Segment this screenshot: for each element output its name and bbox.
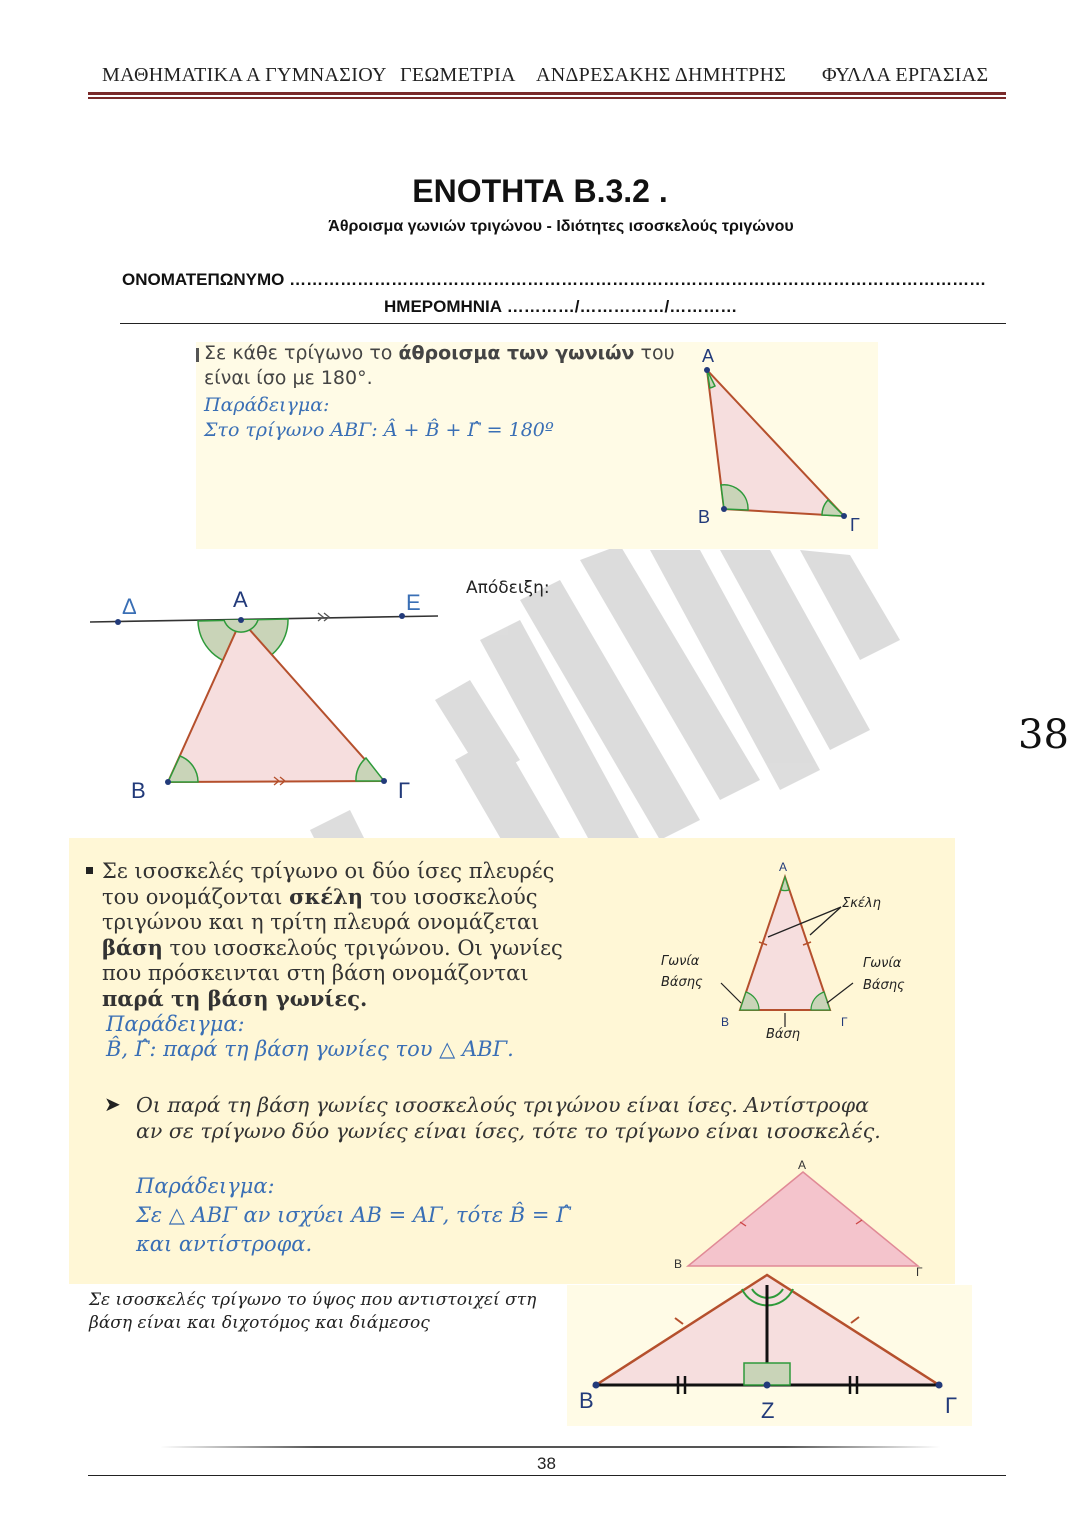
base-angle-pointer-left: [721, 983, 741, 1003]
altitude-figure: [567, 1285, 972, 1426]
base-angles-property: [136, 1092, 881, 1144]
point-d: [115, 619, 121, 625]
example-label-3: Παράδειγμα:: [136, 1174, 275, 1198]
example-label-2: Παράδειγμα:: [106, 1012, 245, 1036]
def-base-angles-bold: παρά τη βάση γωνίες.: [102, 986, 368, 1011]
label-b: Β: [698, 507, 711, 527]
base-angle-label-left-2: Βάσης: [661, 975, 703, 990]
base-angle-label-right-2: Βάσης: [863, 978, 905, 993]
point-g: [381, 778, 387, 784]
angle-g-arc: [822, 500, 844, 516]
label-g: Γ: [916, 1265, 923, 1279]
isosceles-triangle-2: [688, 1172, 918, 1266]
point-z: [764, 1382, 771, 1389]
vertex-g: [841, 513, 847, 519]
bullet-mark: [196, 348, 199, 362]
header-author: ΑΝΔΡΕΣΑΚΗΣ ΔΗΜΗΤΡΗΣ: [536, 64, 787, 86]
base-angle-label-left-1: Γωνία: [661, 954, 700, 969]
example-label: Παράδειγμα:: [204, 394, 330, 416]
legs-pointer-2: [810, 907, 841, 935]
example-formula: Στο τρίγωνο ΑΒΓ: Â + B̂ + Γ̂ = 180º: [204, 419, 554, 441]
def-base-bold: βάση: [102, 935, 163, 960]
header-subject: ΜΑΘΗΜΑΤΙΚΑ Α ΓΥΜΝΑΣΙΟΥ: [102, 64, 387, 86]
angle-sum-line1-end: του: [634, 342, 675, 364]
isosceles-triangle: [740, 877, 830, 1010]
proof-figure: [88, 580, 448, 810]
triangle-figure-1: [690, 342, 880, 542]
label-g: Γ: [841, 1015, 848, 1029]
def-line1: Σε ισοσκελές τρίγωνο οι δύο ίσες πλευρές: [102, 859, 555, 883]
angle-sum-bold: άθροισμα των γωνιών: [398, 342, 635, 364]
def-legs-bold: σκέλη: [289, 884, 364, 909]
leg-tick-ag: [851, 1317, 859, 1323]
def-line3: τριγώνου και η τρίτη πλευρά ονομάζεται: [102, 910, 540, 934]
label-g: Γ: [945, 1393, 958, 1418]
property-line2: αν σε τρίγωνο δύο γωνίες είναι ίσες, τότε το τρίγωνο είναι ισοσκελές.: [136, 1119, 881, 1143]
footer-shadow-rule: [160, 1446, 940, 1448]
angle-sum-text: [204, 341, 675, 443]
example-3-line2: και αντίστροφα.: [136, 1232, 313, 1256]
base-label: Βάση: [766, 1027, 800, 1042]
vertex-a: [704, 367, 710, 373]
name-field-label: ΟΝΟΜΑΤΕΠΩΝΥΜΟ ……………………………………………………………………………………………………………: [122, 270, 987, 289]
parallel-arrows-top: [318, 613, 329, 621]
label-b: Β: [674, 1257, 683, 1271]
vertex-b: [721, 506, 727, 512]
label-a: Α: [779, 860, 788, 874]
angle-sum-line2: είναι ίσο με 180°.: [204, 367, 373, 389]
label-e: Ε: [406, 590, 421, 615]
label-a: Α: [798, 1158, 807, 1172]
def-line5: που πρόσκεινται στη βάση ονομάζονται: [102, 961, 529, 985]
altitude-line2: βάση είναι και διχοτόμος και διάμεσος: [89, 1313, 430, 1333]
def-line2-end: του ισοσκελούς: [363, 885, 538, 909]
label-a: Α: [233, 587, 248, 612]
leg-tick-ab: [675, 1318, 683, 1324]
label-d: Δ: [122, 594, 137, 619]
footer-rule: [88, 1475, 1006, 1476]
altitude-property: [89, 1289, 536, 1335]
bullet-square: [86, 867, 93, 874]
label-b: Β: [131, 778, 146, 803]
example-3: [136, 1172, 571, 1259]
page-title: ΕΝΟΤΗΤΑ Β.3.2 .: [412, 173, 668, 209]
header-topic: ΓΕΩΜΕΤΡΙΑ: [400, 64, 516, 86]
legs-label: Σκέλη: [842, 896, 881, 911]
arrow-bullet: ➤: [104, 1094, 121, 1116]
side-page-number: 38: [1018, 712, 1069, 758]
label-b: Β: [579, 1388, 594, 1413]
label-g: Γ: [850, 515, 860, 535]
isosceles-labeled-figure: [655, 855, 915, 1045]
angle-sum-line1: Σε κάθε τρίγωνο το: [204, 342, 399, 364]
altitude-line1: Σε ισοσκελές τρίγωνο το ύψος που αντιστοιχεί στη: [89, 1290, 537, 1310]
header-doc-type: ΦΥΛΛΑ ΕΡΓΑΣΙΑΣ: [822, 64, 989, 86]
example-text-2: B̂, Γ̂: παρά τη βάση γωνίες του △ ΑΒΓ.: [106, 1037, 514, 1061]
footer-page-number: 38: [537, 1454, 556, 1473]
isosceles-definition: [102, 859, 563, 1062]
label-b: Β: [721, 1015, 730, 1029]
base-angle-pointer-right: [827, 983, 853, 1003]
label-a: Α: [702, 346, 715, 366]
label-z: Ζ: [761, 1398, 775, 1423]
point-g: [936, 1382, 943, 1389]
point-e: [399, 613, 405, 619]
page-subtitle: Άθροισμα γωνιών τριγώνου - Ιδιότητες ισοσκελούς τριγώνου: [328, 218, 794, 235]
proof-label: Απόδειξη:: [466, 578, 550, 598]
point-b: [165, 779, 171, 785]
point-a: [238, 617, 244, 623]
example-3-line1: Σε △ ΑΒΓ αν ισχύει ΑΒ = ΑΓ, τότε B̂ = Γ̂: [136, 1203, 571, 1227]
def-line2: του ονομάζονται: [102, 885, 290, 909]
property-line1: Οι παρά τη βάση γωνίες ισοσκελούς τριγώνου είναι ίσες. Αντίστροφα: [136, 1093, 869, 1117]
base-angle-label-right-1: Γωνία: [863, 956, 902, 971]
label-g: Γ: [398, 778, 411, 803]
isosceles-figure-2: [668, 1158, 938, 1278]
def-line4: του ισοσκελούς τριγώνου. Οι γωνίες: [162, 936, 563, 960]
date-field-label: ΗΜΕΡΟΜΗΝΙΑ …………/……………/…………: [384, 297, 738, 316]
